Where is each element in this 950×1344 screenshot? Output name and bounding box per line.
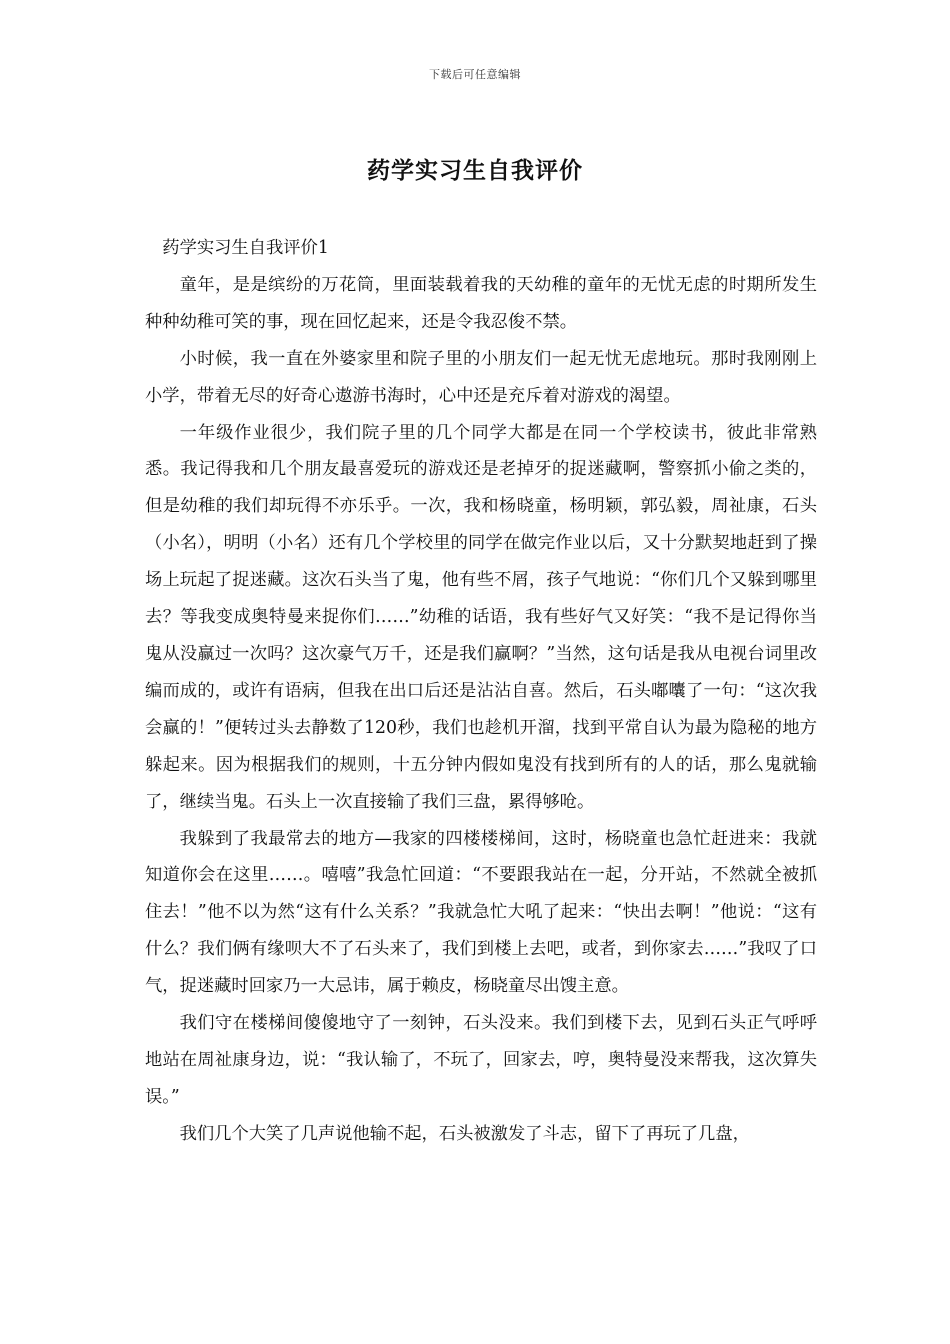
body-paragraph-5: 我们守在楼梯间傻傻地守了一刻钟，石头没来。我们到楼下去，见到石头正气呼呼地站在周祉康身边，说：“我认输了，不玩了，回家去，哼，奥特曼没来帮我，这次算失误。” xyxy=(145,1013,817,1107)
document-title: 药学实习生自我评价 xyxy=(367,157,583,184)
body-paragraph-4: 我躲到了我最常去的地方—我家的四楼楼梯间，这时，杨晓童也急忙赶进来：我就知道你会在这里……。嘻嘻”我急忙回道：“不要跟我站在一起，分开站，不然就全被抓住去！”他不以为然“这有什么关系？”我就急忙大吼了起来：“快出去啊！”他说：“这有什么？我们俩有缘呗大不了石头来了，我们到楼上去吧，或者，到你家去……”我叹了口气，捉迷藏时回家乃一大忌讳，属于赖皮，杨晓童尽出馊主意。 xyxy=(145,828,817,997)
body-paragraph-1: 童年，是是缤纷的万花筒，里面装载着我的天幼稚的童年的无忧无虑的时期所发生种种幼稚可笑的事，现在回忆起来，还是令我忍俊不禁。 xyxy=(145,274,817,332)
body-paragraph-3: 一年级作业很少，我们院子里的几个同学大都是在同一个学校读书，彼此非常熟悉。我记得我和几个朋友最喜爱玩的游戏还是老掉牙的捉迷藏啊，警察抓小偷之类的，但是幼稚的我们却玩得不亦乐乎。一次，我和杨晓童，杨明颖，郭弘毅，周祉康，石头（小名），明明（小名）还有几个学校里的同学在做完作业以后，又十分默契地赶到了操场上玩起了捉迷藏。这次石头当了鬼，他有些不屑，孩子气地说：“你们几个又躲到哪里去？等我变成奥特曼来捉你们……”幼稚的话语，我有些好气又好笑：“我不是记得你当鬼从没赢过一次吗？这次豪气万千，还是我们赢啊？”当然，这句话是我从电视台词里改编而成的，或许有语病，但我在出口后还是沾沾自喜。然后，石头嘟囔了一句：“这次我会赢的！”便转过头去静数了120秒，我们也趁机开溜，找到平常自认为最为隐秘的地方躲起来。因为根据我们的规则，十五分钟内假如鬼没有找到所有的人的话，那么鬼就输了，继续当鬼。石头上一次直接输了我们三盘，累得够呛。 xyxy=(145,422,817,812)
body-paragraph-2: 小时候，我一直在外婆家里和院子里的小朋友们一起无忧无虑地玩。那时我刚刚上小学，带着无尽的好奇心遨游书海时，心中还是充斥着对游戏的渴望。 xyxy=(145,348,817,406)
body-paragraph-6: 我们几个大笑了几声说他输不起，石头被激发了斗志，留下了再玩了几盘， xyxy=(179,1123,750,1144)
section-subheading: 药学实习生自我评价1 xyxy=(162,238,329,258)
header-note: 下载后可任意编辑 xyxy=(429,68,521,81)
document-body xyxy=(145,230,817,1153)
